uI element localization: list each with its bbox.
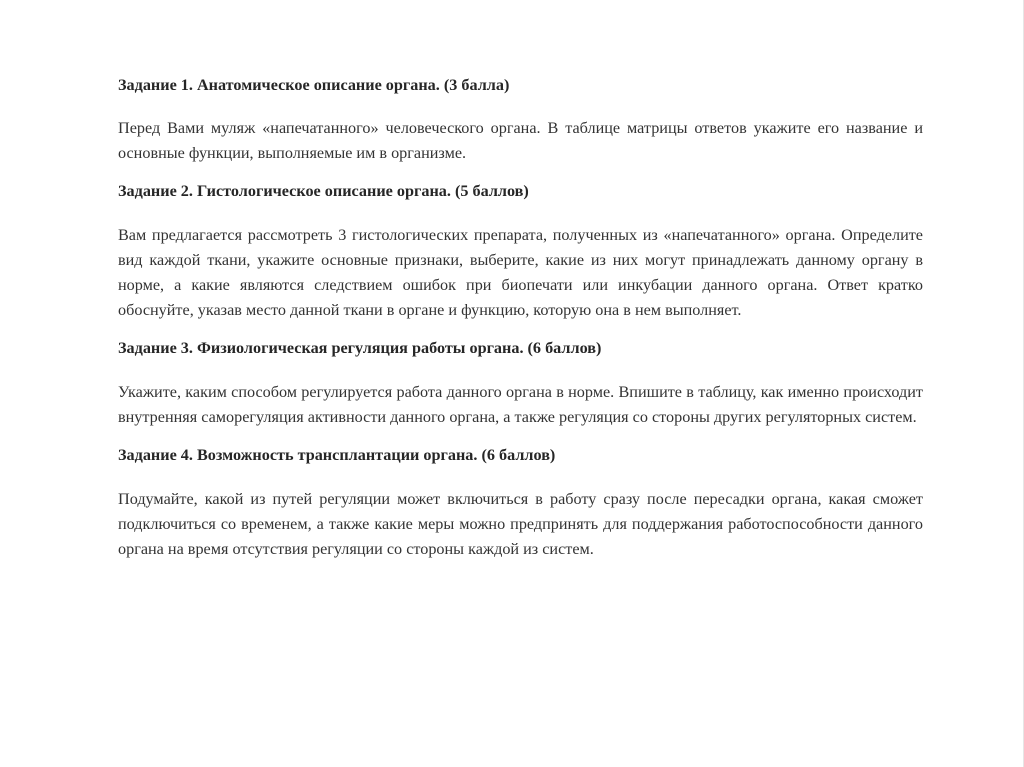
- task-3: [118, 337, 923, 430]
- task-2: [118, 180, 923, 323]
- task-1-text: Перед Вами муляж «напечатанного» человеческого органа. В таблице матрицы ответов укажите его название и основные функции, выполняемые им в организме.: [118, 119, 923, 162]
- task-3-heading: Задание 3. Физиологическая регуляция работы органа. (6 баллов): [118, 339, 602, 357]
- task-1-heading: Задание 1. Анатомическое описание органа. (3 балла): [118, 76, 510, 94]
- task-2-heading: Задание 2. Гистологическое описание органа. (5 баллов): [118, 182, 529, 200]
- document-content: [118, 74, 923, 576]
- task-4-heading: Задание 4. Возможность трансплантации органа. (6 баллов): [118, 446, 556, 464]
- task-4-text: Подумайте, какой из путей регуляции может включиться в работу сразу после пересадки органа, какая сможет подключиться со временем, а также какие меры можно предпринять для поддержания работоспособности данного органа на время отсутствия регуляции со стороны каждой из систем.: [118, 490, 923, 558]
- task-1: [118, 74, 923, 166]
- task-4: [118, 444, 923, 562]
- task-3-text: Укажите, каким способом регулируется работа данного органа в норме. Впишите в таблицу, как именно происходит внутренняя саморегуляция активности данного органа, а также регуляция со стороны других регуляторных систем.: [118, 383, 923, 426]
- task-2-text: Вам предлагается рассмотреть 3 гистологических препарата, полученных из «напечатанного» органа. Определите вид каждой ткани, укажите основные признаки, выберите, какие из них могут принадлежать данному органу в норме, а какие являются следствием ошибок при биопечати или инкубации данного органа. Ответ кратко обоснуйте, указав место данной ткани в органе и функцию, которую она в нем выполняет.: [118, 226, 923, 319]
